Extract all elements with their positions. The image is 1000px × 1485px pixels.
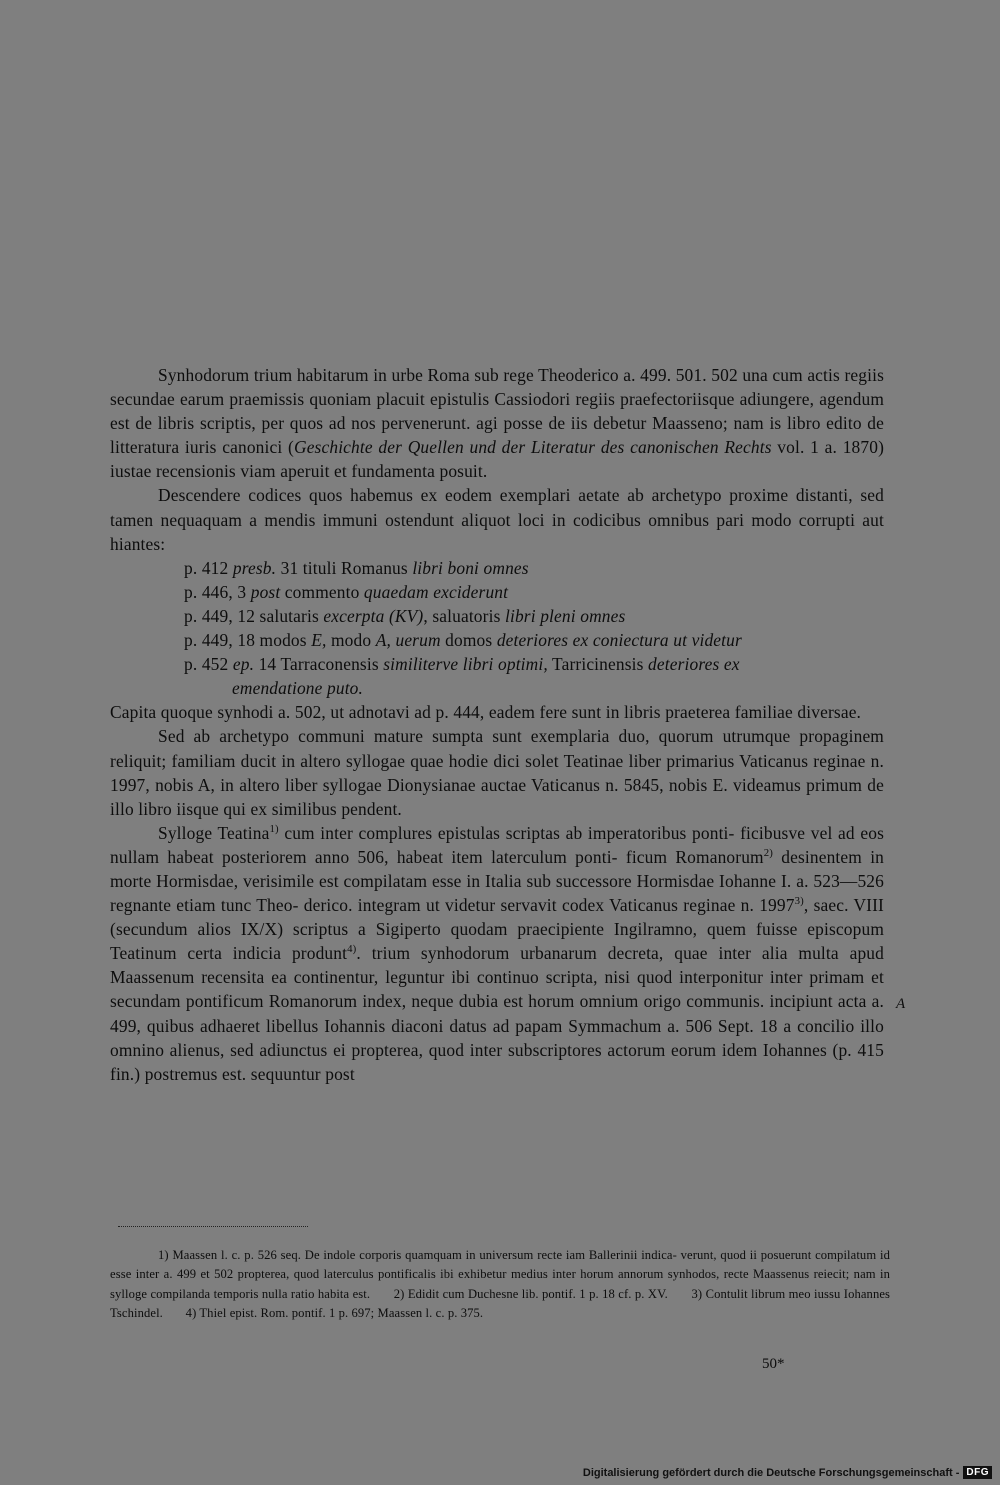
- paragraph-2: Descendere codices quos habemus ex eodem exemplari aetate ab archetypo proxime distanti, sed tamen nequaquam a mendis immuni ostendunt aliquot loci in codicibus omnibus pari modo corrupti aut hiantes:: [110, 485, 885, 554]
- margin-siglum: A: [896, 996, 906, 1012]
- paragraph-1: Synhodorum trium habitarum in urbe Roma sub rege Theoderico a. 499. 501. 502 una cum actis regiis secundae earum praemissis quoniam placuit epistulis Cassiodori regiis praefectoriisque adiungere, agendum est de libris scriptis, per quos ad nos pervenerunt. agi posse de iis debetur Maasseno; nam is libro edito de litteratura iuris canonici (Geschichte der Quellen und der Literatur des canonischen Rechts vol. 1 a. 1870) iustae recensionis viam aperuit et fundamenta posuit.: [110, 365, 885, 482]
- paragraph-3: Capita quoque synhodi a. 502, ut adnotavi ad p. 444, eadem fere sunt in libris praeterea familiae diversae.: [110, 702, 862, 723]
- list-item: p. 449, 12 salutaris excerpta (KV), saluatoris libri pleni omnes: [184, 605, 626, 626]
- footnotes: [110, 1246, 894, 1324]
- dfg-logo-icon: DFG: [963, 1466, 992, 1479]
- list-item: p. 446, 3 post commento quaedam exciderunt: [184, 581, 509, 602]
- footnote-ref: 2): [763, 847, 774, 860]
- footnote-rule: [118, 1226, 308, 1227]
- funding-banner: [583, 1466, 992, 1479]
- book-title: Geschichte der Quellen und der Literatur des canonischen Rechts: [293, 437, 772, 458]
- footnote-ref: 4): [347, 943, 357, 956]
- footnote-ref: 1): [269, 822, 279, 835]
- list-item: p. 412 presb. 31 tituli Romanus libri boni omnes: [184, 557, 529, 578]
- list-item-continuation: emendatione puto.: [232, 678, 364, 699]
- corruption-list: [110, 556, 884, 701]
- list-item: p. 452 ep. 14 Tarraconensis similiterve libri optimi, Tarricinensis deteriores ex: [184, 654, 740, 675]
- signature-mark: 50*: [762, 1356, 785, 1372]
- paragraph-5: Sylloge Teatina$^{1)}$ cum inter complures epistulas scriptas ab imperatoribus ponti- ficibusve vel ad eos nullam habeat posteriorem anno 506, habeat item laterculum ponti- ficum Romanorum$^{2)}$ desinentem in morte Hormisdae, verisimile est compilatam esse in Italia sub successore Hormisdae Iohanne I. a. 523—526 regnante etiam tunc Theo- derico. integram ut videtur servavit codex Vaticanus reginae n. 1997$^{3)}$, saec. VIII (secundum alios IX/X) scriptus a Sigiperto quodam praecipiente Ingilramno, quem fuisse episcopum Teatinum certa indicia produnt$^{4)}$. trium synhodorum urbanarum decreta, quae inter alia multa apud Maassenum recensita ea continentur, leguntur ibi continuo scripta, nisi quod interponitur inter primam et secundam pontificum Romanorum index, neque dubia est horum omnium origo communis. incipiunt acta a. 499, quibus adhaeret libellus Iohannis diaconi datus ad papam Symmachum a. 506 Sept. 18 a concilio illo omnino alienus, sed adiunctus ei propterea, quod inter subscriptores actorum eorum idem Iohannes (p. 415 fin.) postremus est. sequuntur post: [110, 822, 885, 1084]
- footnote-ref: 3): [794, 895, 804, 908]
- footnote-text: 1) Maassen l. c. p. 526 seq. De indole corporis quamquam in universum recte iam Ballerinii indica- verunt, quod ii posuerunt compilatum id esse inter a. 499 et 502 propterea, quod laterculus pontificalis ibi exhibetur medius inter horum annorum synhodos, recte Maassenus reiecit; nam in sylloge compilanda temporis nulla ratio habita est. 2) Edidit cum Duchesne lib. pontif. 1 p. 18 cf. p. XV. 3) Contulit librum meo iussu Iohannes Tschindel. 4) Thiel epist. Rom. pontif. 1 p. 697; Maassen l. c. p. 375.: [110, 1248, 894, 1321]
- funding-text: Digitalisierung gefördert durch die Deutsche Forschungsgemeinschaft -: [582, 1466, 960, 1479]
- list-item: p. 449, 18 modos E, modo A, uerum domos deteriores ex coniectura ut videtur: [184, 630, 742, 651]
- main-text: [110, 363, 884, 1086]
- paragraph-4: Sed ab archetypo communi mature sumpta sunt exemplaria duo, quorum utrumque propaginem reliquit; familiam ducit in altero syllogae quae hodie dici solet Teatinae liber primarius Vaticanus reginae n. 1997, nobis A, in altero liber syllogae Dionysianae auctae Vaticanus n. 5845, nobis E. videamus primum de illo libro iisque qui ex similibus pendent.: [110, 726, 885, 819]
